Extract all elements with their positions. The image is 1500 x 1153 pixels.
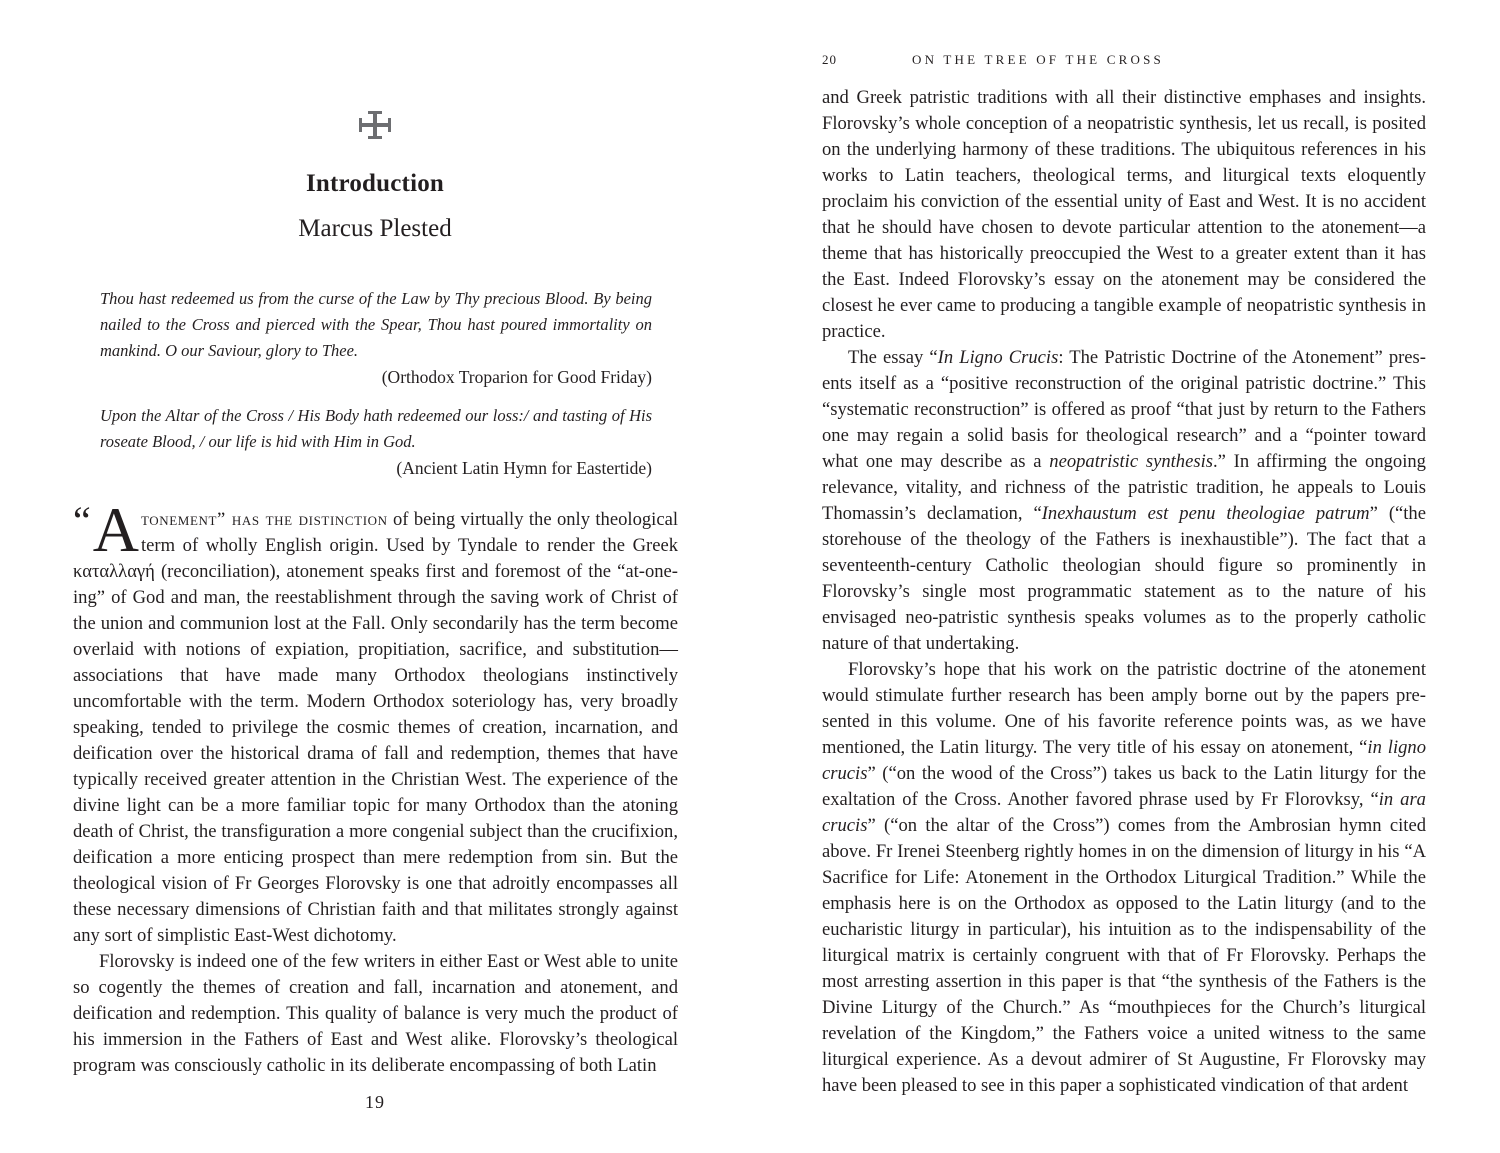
page-number: 19 bbox=[365, 1092, 385, 1112]
cross-potent-icon bbox=[358, 110, 392, 140]
body-text bbox=[73, 494, 679, 1079]
chapter-title: Introduction bbox=[305, 170, 445, 197]
italic-run: neopatristic synthesis bbox=[1049, 451, 1213, 472]
running-head bbox=[822, 52, 1164, 68]
italic-run: Inexhaustum est penu theologiae patrum bbox=[1041, 503, 1370, 524]
text-run: Florovsky’s hope that his work on the patristic doctrine of the atonement would stimulate further research has been amply borne out by the papers presented in this volume. One of his favorite reference points was, as we have mentioned, the Latin liturgy. The very title of his essay on atonement, “ bbox=[822, 659, 1426, 758]
running-head-title: ON THE TREE OF THE CROSS bbox=[912, 52, 1164, 67]
paragraph bbox=[822, 345, 1426, 657]
paragraph: and Greek patristic traditions with all their distinctive emphases and insights. Florovsky’s whole conception of a neopatristic synthesis, let us recall, is posited on the underlying harmony of these traditions. The ubiquitous references in his works to Latin teachers, theological terms, and liturgical texts eloquently proclaim his conviction of the essential unity of East and West. It is no accident that he should have chosen to devote particular attention to the atonement—a theme that has historically preoccupied the West to a greater extent than it has the East. Indeed Florovsky’s essay on the atonement may be considered the closest he ever came to producing a tangible example of neopatristic synthesis in practice. bbox=[822, 87, 1426, 342]
italic-run: in ara crucis bbox=[822, 789, 1426, 836]
italic-run: in ligno crucis bbox=[822, 737, 1426, 784]
body-text bbox=[822, 85, 1426, 1099]
text-run: ” (“on the wood of the Cross”) takes us back to the Latin liturgy for the exaltation of the Cross. Another favored phrase used by Fr Florovksy, “ bbox=[822, 763, 1426, 810]
paragraph bbox=[822, 657, 1426, 1099]
open-quote: “ bbox=[73, 498, 91, 543]
epigraph bbox=[100, 403, 652, 481]
text-run: ” (“the storehouse of the theology of the Fathers is inexhaustible”). The fact that a seventeenth-century Catholic theologian should figure so prominently in Florovsky’s single most programmatic statement as to the nature of his envisaged neo-patristic synthesis speaks volumes as to the properly catholic nature of that undertaking. bbox=[822, 503, 1426, 654]
paragraph-text: of being virtually the only theological term of wholly English origin. Used by Tyndale to render the Greek καταλλαγή (reconciliation), atonement speaks first and foremost of the “at-one-ing” of God and man, the reestablishment through the saving work of Christ of the union and communion lost at the Fall. Only secondarily has the term become overlaid with notions of expiation, propitiation, sacrifice, and substitution—associations that have made many Orthodox theologians instinctively uncomfortable with the term. Modern Orthodox soteriology has, very broadly speaking, tended to privilege the cosmic themes of creation, incarnation, and deification over the historical drama of fall and redemption, themes that have typically received greater attention in the Christian West. The experience of the divine light can be a more familiar topic for many Orthodox than the atoning death of Christ, the transfiguration a more congenial subject than the crucifixion, deification a more enticing prospect than mere redemption from sin. But the theological vision of Fr Georges Florovsky is one that adroitly encompasses all these necessary dimensions of Christian faith and that militates strongly against any sort of simplistic East-West dichotomy. bbox=[73, 509, 679, 946]
text-run: : The Patristic Doctrine of the Atonement” presents itself as a “positive reconstruction of the original patristic doctrine.” This “systematic reconstruction” is offered as proof “that just by return to the Fathers one may regain a solid basis for theological research” and a “pointer toward what one may describe as a bbox=[822, 347, 1426, 472]
epigraph bbox=[100, 286, 652, 390]
drop-cap: A bbox=[92, 494, 139, 565]
paragraph bbox=[73, 494, 679, 949]
paragraph: Florovsky is indeed one of the few writers in either East or West able to unite so cogently the themes of creation and fall, incarnation and atonement, and deification and redemption. This quality of balance is very much the product of his immersion in the Fathers of East and West alike. Florovsky’s theological program was consciously catholic in its deliberate encompassing of both Latin bbox=[73, 951, 678, 1076]
epigraph-verse: Upon the Altar of the Cross / His Body hath redeemed our loss:/ and tasting of His roseate Blood, / our life is hid with Him in God. bbox=[100, 406, 652, 451]
text-run: .” In affirming the ongoing relevance, vitality, and richness of the patristic tradition, he appeals to Louis Thomassin’s declamation, “ bbox=[822, 451, 1426, 524]
small-caps-lead: tonement” has the distinction bbox=[140, 509, 388, 530]
epigraph-verse: Thou hast redeemed us from the curse of the Law by Thy precious Blood. By being nailed to the Cross and pierced with the Spear, Thou hast poured immortality on mankind. O our Saviour, glory to Thee. bbox=[100, 289, 652, 360]
page-number: 20 bbox=[822, 52, 837, 67]
epigraph-source: (Orthodox Troparion for Good Friday) bbox=[381, 367, 652, 387]
chapter-author: Marcus Plested bbox=[298, 215, 452, 242]
right-page bbox=[750, 0, 1500, 1153]
text-run: ” (“on the altar of the Cross”) comes from the Ambrosian hymn cited above. Fr Irenei Steenberg rightly homes in on the dimension of liturgy in his “A Sacrifice for Life: Atonement in the Orthodox Liturgical Tradition.” While the emphasis here is on the Orthodox as opposed to the Latin liturgy (and to the eucharistic liturgy in particular), his intuition as to the indispensability of the liturgical matrix is certainly congruent with that of Fr Florovsky. Perhaps the most arresting assertion in this paper is that “the synthesis of the Fathers is the Divine Liturgy of the Church.” As “mouthpieces for the Church’s liturgical revelation of the Kingdom,” the Fathers voice a united witness to the same liturgical experience. As a devout admirer of St Augustine, Fr Florovsky may have been pleased to see in this paper a sophisticated vindication of that ardent bbox=[822, 815, 1426, 1096]
text-run: The essay “ bbox=[848, 347, 938, 368]
epigraph-source: (Ancient Latin Hymn for Eastertide) bbox=[396, 458, 652, 478]
italic-run: In Ligno Crucis bbox=[937, 347, 1059, 368]
